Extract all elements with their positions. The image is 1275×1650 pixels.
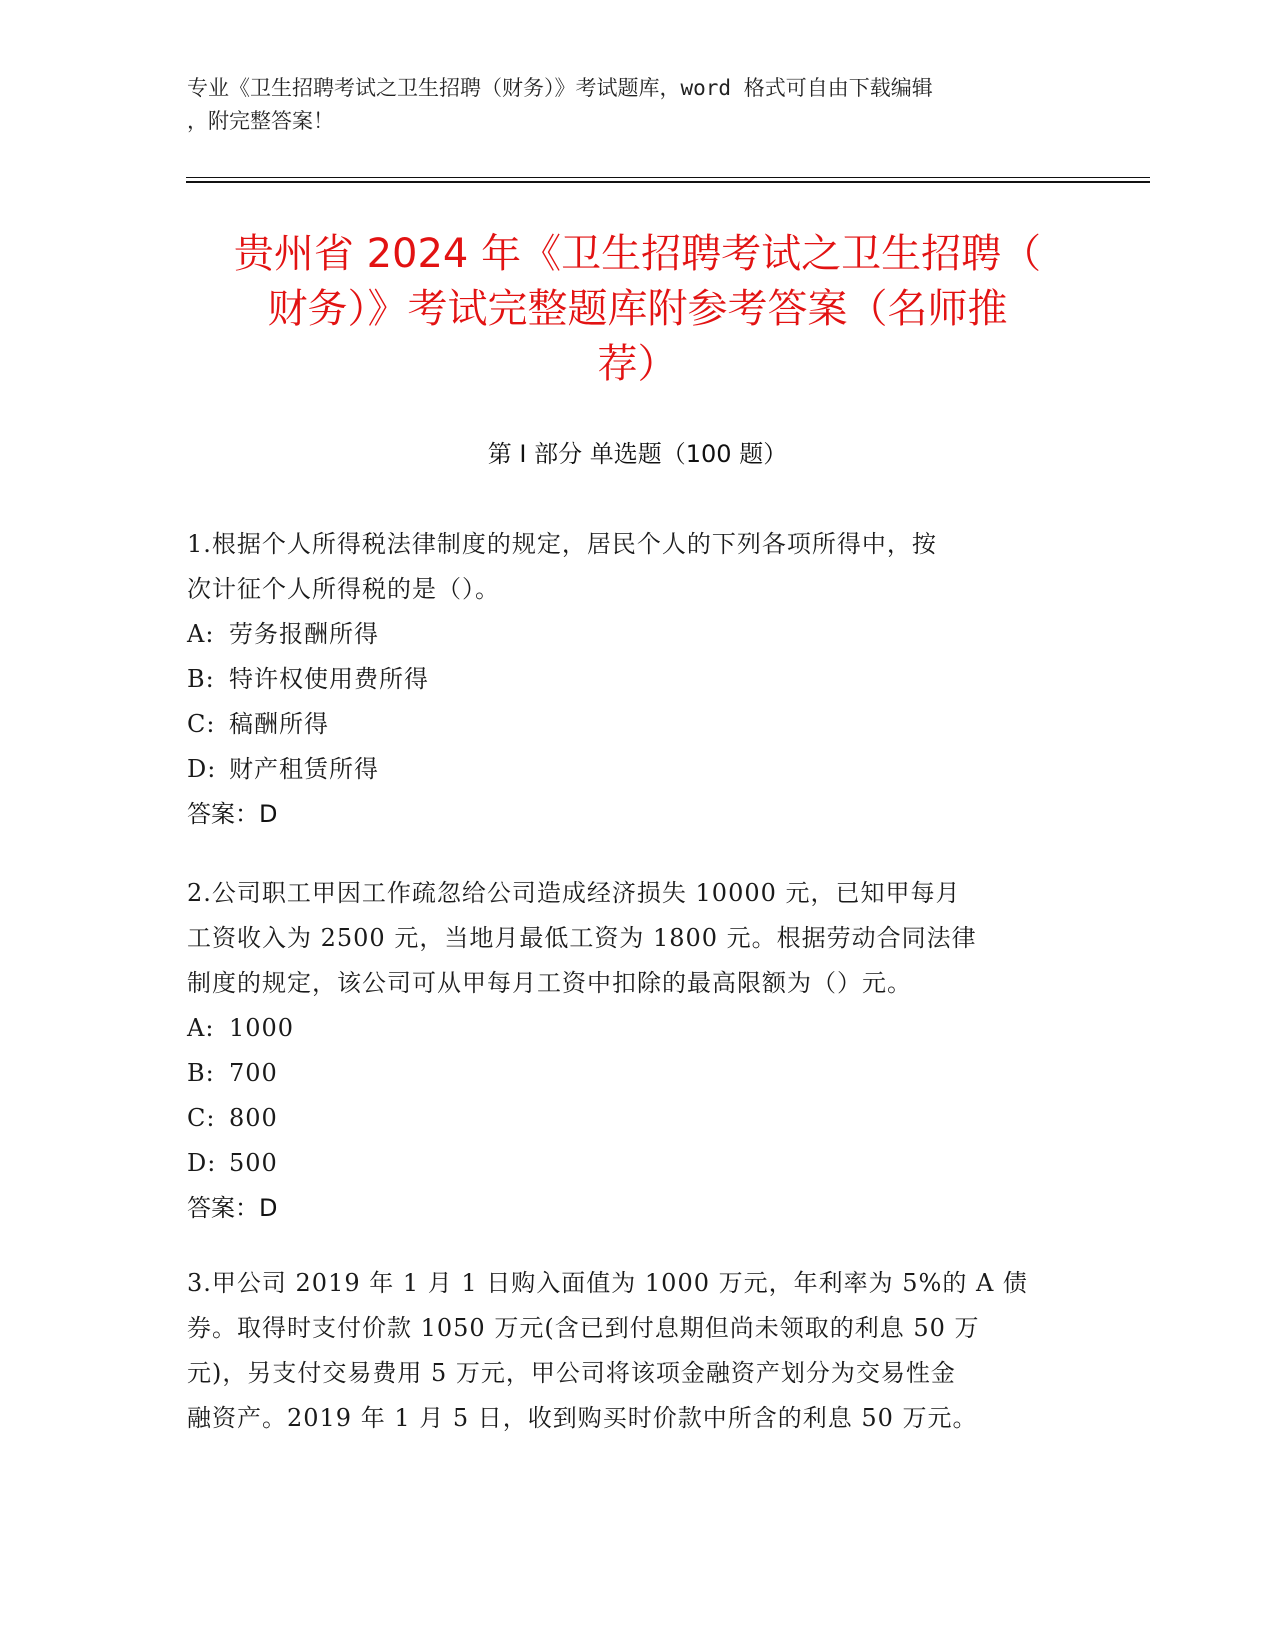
title-line: 财务）》考试完整题库附参考答案（名师推 xyxy=(267,286,1008,332)
question-text-line: 元)，另支付交易费用 5 万元，甲公司将该项金融资产划分为交易性金 xyxy=(187,1359,956,1387)
option-a xyxy=(187,612,1087,657)
question-text-line: 券。取得时支付价款 1050 万元(含已到付息期但尚未领取的利息 50 万 xyxy=(187,1314,980,1342)
question-text-line: 2.公司职工甲因工作疏忽给公司造成经济损失 10000 元，已知甲每月 xyxy=(187,879,961,907)
option-b xyxy=(187,657,1087,702)
header-note-line: ，附完整答案！ xyxy=(187,109,334,133)
option-label: A: xyxy=(187,620,215,648)
option-d xyxy=(187,747,1087,792)
option-label: C: xyxy=(187,710,216,738)
header-note-line: 专业《卫生招聘考试之卫生招聘（财务）》考试题库，word 格式可自由下载编辑 xyxy=(187,76,933,100)
option-label: A: xyxy=(187,1014,215,1042)
option-label: D: xyxy=(187,755,217,783)
header-divider-thin xyxy=(186,177,1150,178)
title-line: 贵州省 2024 年《卫生招聘考试之卫生招聘（ xyxy=(233,231,1042,277)
option-text: 稿酬所得 xyxy=(229,710,329,738)
option-d xyxy=(187,1141,1087,1186)
option-text: 特许权使用费所得 xyxy=(229,665,429,693)
question-3 xyxy=(187,1261,1087,1441)
header-note xyxy=(187,72,1087,138)
option-c xyxy=(187,702,1087,747)
option-text: 劳务报酬所得 xyxy=(229,620,379,648)
section-heading: 第 I 部分 单选题（100 题） xyxy=(487,440,788,468)
option-label: C: xyxy=(187,1104,216,1132)
answer: 答案：D xyxy=(187,1194,278,1222)
option-text: 800 xyxy=(229,1104,278,1132)
question-text-line: 3.甲公司 2019 年 1 月 1 日购入面值为 1000 万元，年利率为 5%的 A 债 xyxy=(187,1269,1028,1297)
header-divider-thick xyxy=(186,181,1150,183)
question-text-line: 工资收入为 2500 元，当地月最低工资为 1800 元。根据劳动合同法律 xyxy=(187,924,977,952)
document-title xyxy=(180,227,1095,392)
question-text-line: 制度的规定，该公司可从甲每月工资中扣除的最高限额为（）元。 xyxy=(187,969,912,997)
question-text-line: 1.根据个人所得税法律制度的规定，居民个人的下列各项所得中，按 xyxy=(187,530,937,558)
answer: 答案：D xyxy=(187,800,278,828)
option-text: 1000 xyxy=(229,1014,295,1042)
option-label: D: xyxy=(187,1149,217,1177)
option-label: B: xyxy=(187,665,215,693)
question-text-line: 融资产。2019 年 1 月 5 日，收到购买时价款中所含的利息 50 万元。 xyxy=(187,1404,978,1432)
title-line: 荐） xyxy=(597,341,678,387)
question-text-line: 次计征个人所得税的是（）。 xyxy=(187,575,500,603)
option-text: 财产租赁所得 xyxy=(229,755,379,783)
option-text: 700 xyxy=(229,1059,278,1087)
option-a xyxy=(187,1006,1087,1051)
question-2 xyxy=(187,871,1087,1231)
option-c xyxy=(187,1096,1087,1141)
option-label: B: xyxy=(187,1059,215,1087)
option-b xyxy=(187,1051,1087,1096)
question-1 xyxy=(187,522,1087,837)
option-text: 500 xyxy=(229,1149,278,1177)
